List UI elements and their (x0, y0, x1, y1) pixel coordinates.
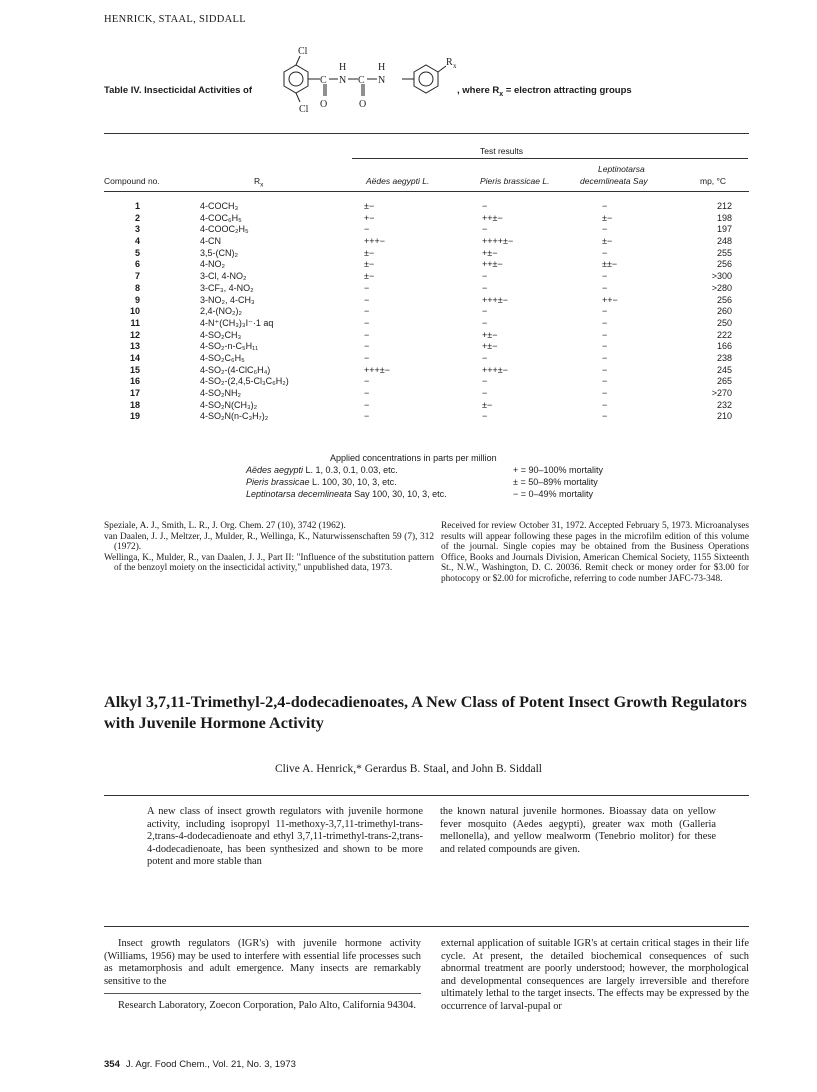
lepti-result: − (602, 364, 608, 375)
compound-no: 11 (130, 317, 140, 328)
structure-h2: H (378, 62, 386, 73)
pieris-result: ++±− (482, 212, 503, 223)
article-authors: Clive A. Henrick,* Gerardus B. Staal, and John B. Siddall (274, 763, 543, 775)
lepti-result: ++− (602, 294, 618, 305)
lepti-result: − (602, 317, 608, 328)
header-aedes: Aëdes aegypti L. (366, 176, 430, 186)
page-footer (104, 1059, 296, 1070)
melting-point: 256 (716, 259, 732, 270)
abstract-right: the known natural juvenile hormones. Bioassay data on yellow fever mosquito (Aedes aegypti), greater wax moth (Galleria mellonella), and yellow mealworm (Tenebrio molitor) for these and related compounds are given. (440, 806, 716, 855)
legend-lepti-species: Leptinotarsa decemlineata (246, 489, 352, 499)
structure-cl-top: Cl (298, 46, 308, 57)
title-electron: = electron attracting groups (503, 85, 632, 96)
aedes-result: +++±− (364, 364, 390, 375)
table-row (104, 295, 744, 307)
table-row (104, 283, 744, 295)
structure-cl-bottom: Cl (299, 104, 309, 115)
structure-c1: C (320, 75, 327, 86)
legend-mortality-minus: − = 0–49% mortality (513, 489, 594, 499)
rx-group: 3,5-(CN)₂ (200, 247, 238, 258)
structure-n1: N (339, 75, 347, 86)
chemical-structure (266, 44, 466, 122)
legend-mortality-plus: + = 90–100% mortality (513, 465, 604, 475)
aromatic-circle-right (419, 72, 433, 86)
compound-no: 7 (134, 271, 140, 282)
lepti-result: − (602, 352, 608, 363)
table-top-rule (104, 133, 749, 134)
compound-no: 19 (129, 411, 140, 422)
pieris-result: − (482, 306, 488, 317)
aedes-result: − (364, 282, 370, 293)
aedes-result: − (364, 317, 370, 328)
header-pieris: Pieris brassicae L. (480, 176, 550, 186)
header-lepti-1: Leptinotarsa (598, 164, 645, 174)
lepti-result: ±− (602, 236, 613, 247)
aromatic-circle-left (289, 72, 303, 86)
aedes-result: − (364, 224, 370, 235)
pieris-result: − (482, 317, 488, 328)
melting-point: 248 (716, 236, 732, 247)
page-number: 354 (104, 1059, 120, 1070)
references (104, 521, 434, 574)
compound-no: 10 (129, 306, 140, 317)
rx-group: 4-SO₂N(CH₃)₂ (200, 399, 258, 410)
aedes-result: − (364, 376, 370, 387)
compound-no: 4 (134, 236, 140, 247)
aedes-result: − (364, 294, 370, 305)
abstract-top-rule (104, 795, 749, 796)
header-rx-text: R (254, 176, 261, 186)
test-results-label: Test results (480, 146, 523, 156)
structure-rx: R (446, 57, 453, 68)
structure-o2: O (359, 99, 367, 110)
lepti-result: − (602, 282, 608, 293)
lepti-result: ±±− (602, 259, 618, 270)
abstract-bottom-rule (104, 926, 749, 927)
header-lepti-2: decemlineata Say (580, 176, 648, 186)
rx-group: 4-SO₂-(2,4,5-Cl₃C₆H₂) (200, 376, 289, 387)
melting-point: 245 (716, 364, 732, 375)
lepti-result: − (602, 271, 608, 282)
legend-pieris-rest: L. 100, 30, 10, 3, etc. (309, 477, 397, 487)
table-row (104, 236, 744, 248)
rx-group: 3-NO₂, 4-CH₃ (200, 294, 255, 305)
rx-group: 4-SO₂-n-C₅H₁₁ (200, 341, 259, 352)
lepti-result: − (602, 201, 608, 211)
table-title-tail (457, 85, 632, 98)
aedes-result: ±− (364, 259, 375, 270)
pieris-result: +±− (482, 247, 498, 258)
table-row (104, 411, 744, 423)
melting-point: 210 (716, 411, 732, 422)
rx-group: 3-Cl, 4-NO₂ (200, 271, 247, 282)
rx-group: 4-COOC₂H₅ (200, 224, 249, 235)
melting-point: 212 (716, 201, 732, 211)
pieris-result: +++±− (482, 294, 508, 305)
running-head: HENRICK, STAAL, SIDDALL (104, 14, 246, 25)
rx-group: 2,4-(NO₂)₂ (200, 306, 242, 317)
aedes-result: +++− (364, 236, 386, 247)
table-row (104, 365, 744, 377)
melting-point: 265 (716, 376, 732, 387)
compound-no: 6 (134, 259, 140, 270)
reference: van Daalen, J. J., Meltzer, J., Mulder, R., Wellinga, K., Naturwissenschaften 59 (7), 312 (1972). (104, 531, 434, 553)
aedes-result: − (364, 352, 370, 363)
legend-conc-lepti (246, 489, 447, 499)
table-row (104, 248, 744, 260)
pieris-result: − (482, 411, 488, 422)
header-rx-sub: x (260, 181, 264, 189)
rx-group: 4-SO₂CH₃ (200, 329, 242, 340)
rx-group: 4-CN (200, 236, 222, 247)
compound-no: 1 (134, 201, 140, 211)
compound-no: 5 (134, 247, 140, 258)
pieris-result: +±− (482, 329, 498, 340)
lepti-result: − (602, 411, 608, 422)
reference: Speziale, A. J., Smith, L. R., J. Org. Chem. 27 (10), 3742 (1962). (104, 521, 346, 531)
aedes-result: − (364, 388, 370, 398)
compound-no: 17 (129, 388, 140, 398)
pieris-result: − (482, 388, 488, 398)
pieris-result: +++±− (482, 364, 508, 375)
pieris-result: +±− (482, 341, 498, 352)
pieris-result: − (482, 352, 488, 363)
table-row (104, 318, 744, 330)
aedes-result: − (364, 399, 370, 410)
aedes-result: − (364, 411, 370, 422)
reference: Wellinga, K., Mulder, R., van Daalen, J. J., Part II: "Influence of the substitution pattern of the benzoyl moiety on the insecticidal activity," unpublished data, 1973. (104, 552, 434, 574)
melting-point: 255 (716, 247, 732, 258)
compound-no: 18 (129, 399, 140, 410)
aedes-result: ±− (364, 247, 375, 258)
compound-no: 12 (129, 329, 140, 340)
lepti-result: − (602, 388, 608, 398)
compound-no: 16 (129, 376, 140, 387)
lepti-result: − (602, 306, 608, 317)
legend-mortality-pm: ± = 50–89% mortality (513, 477, 598, 487)
table-row (104, 201, 744, 213)
table-row (104, 376, 744, 388)
structure-h1: H (339, 62, 347, 73)
table-row (104, 224, 744, 236)
pieris-result: − (482, 376, 488, 387)
structure-rx-sub: x (453, 62, 457, 70)
test-results-rule (352, 158, 748, 159)
title-rx-sub: x (499, 90, 504, 98)
lepti-result: − (602, 224, 608, 235)
table-title: Table IV. Insecticidal Activities of (104, 85, 253, 96)
structure-c2: C (358, 75, 365, 86)
rx-group: 4-COC₆H₅ (200, 212, 242, 223)
compound-no: 14 (129, 352, 140, 363)
header-mp: mp, °C (700, 176, 727, 186)
aedes-result: ±− (364, 271, 375, 282)
lepti-result: − (602, 399, 608, 410)
benzene-ring-left (284, 65, 308, 93)
table-row (104, 400, 744, 412)
aedes-result: ±− (364, 201, 375, 211)
pieris-result: − (482, 201, 488, 211)
melting-point: 238 (716, 352, 732, 363)
compound-no: 13 (129, 341, 140, 352)
aedes-result: +− (364, 212, 375, 223)
table-row (104, 259, 744, 271)
legend-aedes-species: Aëdes aegypti (246, 465, 304, 475)
melting-point: >270 (711, 388, 732, 398)
pieris-result: ++++±− (482, 236, 514, 247)
rx-group: 4-N⁺(CH₃)₃I⁻·1 aq (200, 317, 274, 328)
lepti-result: ±− (602, 212, 613, 223)
melting-point: 166 (716, 341, 732, 352)
header-bottom-rule (104, 191, 749, 192)
table-row (104, 330, 744, 342)
header-rx (254, 176, 263, 189)
rx-group: 4-COCH₃ (200, 201, 239, 211)
lepti-result: − (602, 329, 608, 340)
melting-point: 260 (716, 306, 732, 317)
lepti-result: − (602, 376, 608, 387)
lepti-result: − (602, 341, 608, 352)
table-row (104, 341, 744, 353)
structure-n2: N (378, 75, 386, 86)
legend-pieris-species: Pieris brassicae (246, 477, 310, 487)
compound-no: 2 (134, 212, 140, 223)
aedes-result: − (364, 341, 370, 352)
melting-point: 232 (716, 399, 732, 410)
compound-no: 15 (129, 364, 140, 375)
melting-point: >280 (711, 282, 732, 293)
table-row (104, 306, 744, 318)
compound-no: 8 (134, 282, 140, 293)
melting-point: 198 (716, 212, 732, 223)
pieris-result: − (482, 271, 488, 282)
received-note: Received for review October 31, 1972. Accepted February 5, 1973. Microanalyses results will appear following these pages in the microfilm edition of this volume of the journal. Single copies may be obtained from the Business Operations Office, Books and Journals Division, American Chemical Society, 1155 Sixteenth St., N.W., Washington, D. C. 20036. Remit check or money order for $3.00 for photocopy or $2.00 for microfiche, referring to code number JAFC-73-348. (441, 521, 749, 584)
pieris-result: ++±− (482, 259, 503, 270)
pieris-result: − (482, 224, 488, 235)
structure-o1: O (320, 99, 328, 110)
rx-group: 4-SO₂N(n-C₃H₇)₂ (200, 411, 269, 422)
legend-heading: Applied concentrations in parts per million (330, 453, 497, 463)
table-row (104, 353, 744, 365)
rx-group: 3-CF₃, 4-NO₂ (200, 282, 254, 293)
abstract-left: A new class of insect growth regulators with juvenile hormone activity, including isopropyl 11-methoxy-3,7,11-trimethyl-trans-2,trans-4-dodecadienoate and ethyl 3,7,11-trimethyl-trans-2,trans-4-dodecadienoate, has been synthesized and shown to be more potent and more stable than (147, 806, 423, 868)
rx-group: 4-SO₂NH₂ (200, 388, 241, 398)
header-compound: Compound no. (104, 176, 160, 186)
journal-citation: J. Agr. Food Chem., Vol. 21, No. 3, 1973 (125, 1059, 296, 1070)
benzene-ring-right (414, 65, 438, 93)
melting-point: 197 (716, 224, 732, 235)
table-row (104, 213, 744, 225)
legend-aedes-rest: L. 1, 0.3, 0.1, 0.03, etc. (303, 465, 398, 475)
rx-group: 4-SO₂C₆H₅ (200, 352, 245, 363)
compound-no: 9 (134, 294, 140, 305)
pieris-result: − (482, 282, 488, 293)
rx-group: 4-SO₂-(4-ClC₆H₄) (200, 364, 271, 375)
table-row (104, 388, 744, 400)
body-left: Insect growth regulators (IGR's) with juvenile hormone activity (Williams, 1956) may be used to interfere with essential life processes such as metamorphosis and adult emergence. Many insects are remarkably sensitive to the (104, 938, 421, 987)
rx-group: 4-NO₂ (200, 259, 225, 270)
melting-point: 256 (716, 294, 732, 305)
legend-lepti-rest: Say 100, 30, 10, 3, etc. (351, 489, 447, 499)
table-row (104, 271, 744, 283)
lepti-result: − (602, 247, 608, 258)
legend-conc-aedes (246, 465, 398, 475)
title-where: , where R (457, 85, 500, 96)
affiliation: Research Laboratory, Zoecon Corporation, Palo Alto, California 94304. (118, 1000, 416, 1011)
pieris-result: ±− (482, 399, 493, 410)
aedes-result: − (364, 306, 370, 317)
legend-conc-pieris (246, 477, 397, 487)
aedes-result: − (364, 329, 370, 340)
article-title: Alkyl 3,7,11-Trimethyl-2,4-dodecadienoates, A New Class of Potent Insect Growth Regulators with Juvenile Hormone Activity (104, 693, 747, 732)
affiliation-rule (104, 993, 421, 994)
compound-no: 3 (134, 224, 140, 235)
table-body (104, 201, 744, 423)
melting-point: 250 (716, 317, 732, 328)
melting-point: 222 (716, 329, 732, 340)
body-right: external application of suitable IGR's at certain critical stages in their life cycle. At present, the detailed biochemical consequences of such abnormal treatment are poorly understood; however, the morphological and developmental consequences are largely irreversible and therefore ultimately lethal to the target insects. The effects may be expressed by the occurrence of larval-pupal or (441, 938, 749, 1012)
melting-point: >300 (711, 271, 732, 282)
